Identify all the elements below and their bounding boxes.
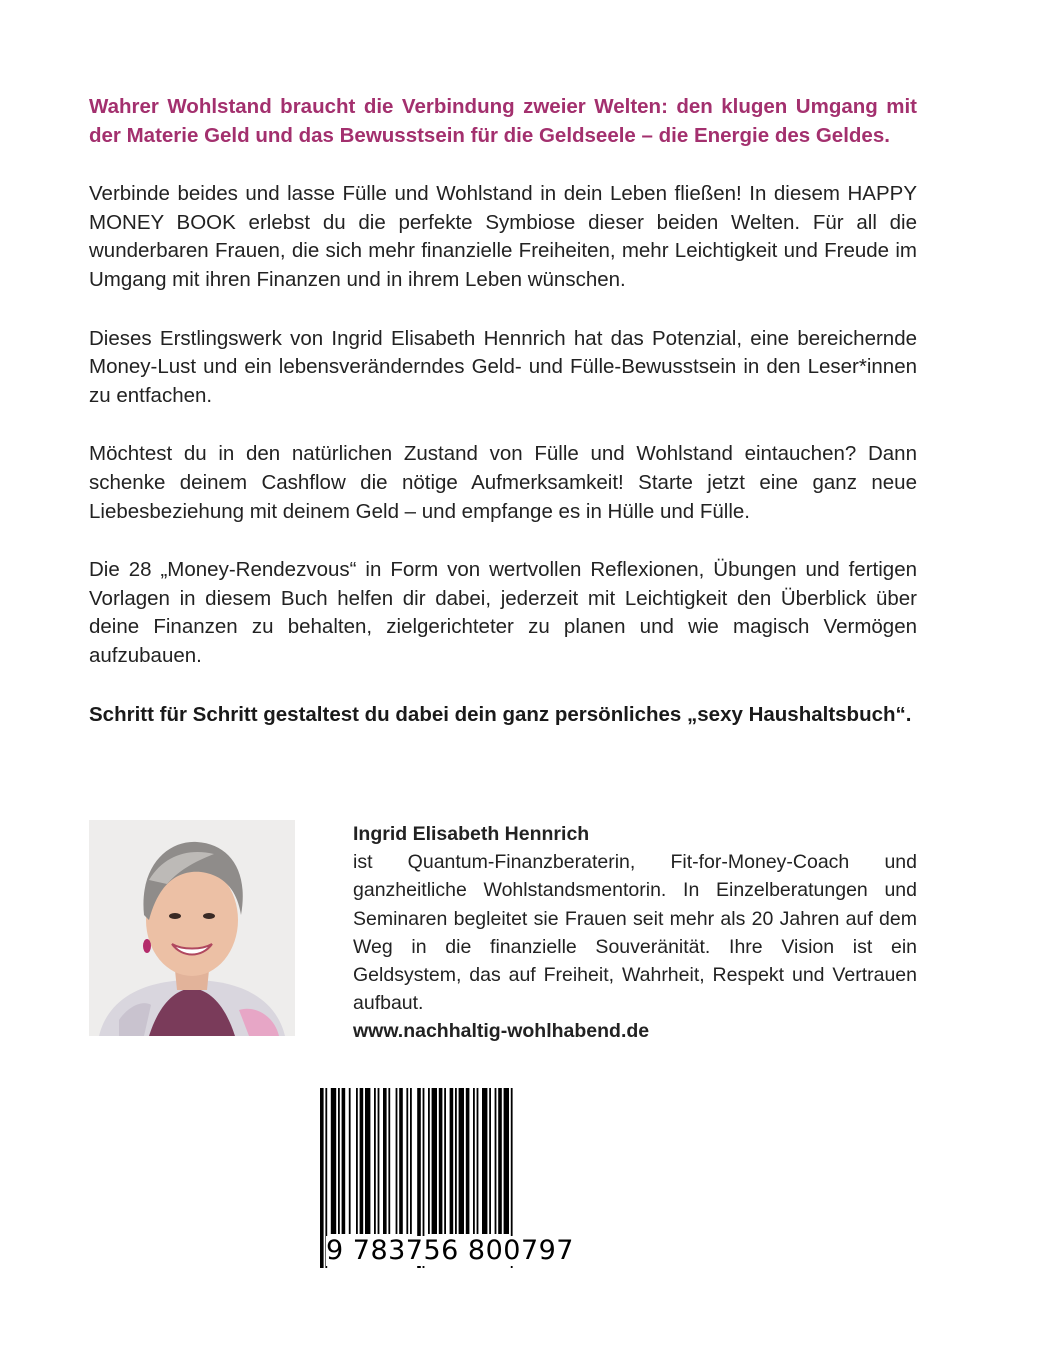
author-bio: [353, 820, 917, 1046]
barcode-bar-8: [365, 1088, 370, 1234]
author-portrait-image: [89, 820, 295, 1036]
barcode-bar-3: [338, 1088, 340, 1234]
barcode-bar-4: [342, 1088, 346, 1234]
barcode-bar-5: [349, 1088, 351, 1234]
barcode-bar-32: [498, 1088, 502, 1234]
barcode-bar-19: [428, 1088, 430, 1234]
barcode-bar-16: [410, 1088, 412, 1234]
barcode-bar-25: [459, 1088, 464, 1234]
body-paragraph-2: Dieses Erstlingswerk von Ingrid Elisabeth Hennrich hat das Potenzial, eine bereichernde Money-Lust und ein lebensveränderndes Geld- und Fülle-Bewusstsein in den Leser*innen zu entfachen.: [89, 326, 917, 407]
body-paragraph-1: Verbinde beides und lasse Fülle und Wohlstand in dein Leben fließen! In diesem HAPPY MONEY BOOK erlebst du die perfekte Symbiose dieser beiden Welten. Für all die wunderbaren Frauen, die sich mehr finanzielle Freiheiten, mehr Leichtigkeit und Freude im Umgang mit ihren Finanzen und in ihrem Leben wünschen.: [89, 182, 917, 291]
barcode-bar-14: [399, 1088, 403, 1234]
barcode-bar-7: [360, 1088, 364, 1234]
barcode-bar-2: [331, 1088, 336, 1234]
barcode-bar-33: [504, 1088, 509, 1234]
barcode-bar-29: [482, 1088, 487, 1234]
body-paragraph-4: Die 28 „Money-Rendezvous“ in Form von wertvollen Reflexionen, Übungen und fertigen Vorlagen in diesem Buch helfen dir dabei, jederzeit mit Leichtigkeit den Überblick über deine Finanzen zu behalten, zielgerichteter zu planen und wie magisch Vermögen aufzubauen.: [89, 558, 917, 667]
barcode-bar-12: [388, 1088, 390, 1234]
barcode-bar-11: [383, 1088, 387, 1234]
barcode-bar-0: [320, 1088, 324, 1268]
barcode-bar-23: [450, 1088, 454, 1234]
barcode-bar-27: [473, 1088, 475, 1234]
barcode-bar-30: [489, 1088, 491, 1234]
barcode-bar-20: [432, 1088, 437, 1234]
barcode-bar-9: [374, 1088, 376, 1234]
barcode-bar-15: [406, 1088, 408, 1234]
body-paragraph-3: Möchtest du in den natürlichen Zustand von Fülle und Wohlstand eintauchen? Dann schenke deinem Cashflow die nötige Aufmerksamkeit! Starte jetzt eine ganz neue Liebesbeziehung mit deinem Geld – und empfange es in Hülle und Fülle.: [89, 442, 917, 523]
barcode-bar-26: [466, 1088, 470, 1234]
lead-paragraph: Wahrer Wohlstand braucht die Verbindung zweier Welten: den klugen Umgang mit der Materie Geld und das Bewusstsein für die Geldseele – die Energie des Geldes.: [89, 95, 917, 147]
closing-paragraph: Schritt für Schritt gestaltest du dabei dein ganz persönliches „sexy Haushaltsbuch“.: [89, 702, 912, 726]
barcode-bar-6: [356, 1088, 358, 1234]
author-section: [89, 820, 917, 1043]
barcode-bar-24: [455, 1088, 457, 1234]
barcode-bar-10: [378, 1088, 380, 1234]
barcode-bar-13: [396, 1088, 398, 1234]
barcode-bar-21: [439, 1088, 443, 1234]
author-name: Ingrid Elisabeth Hennrich: [353, 823, 590, 845]
barcode-bar-31: [495, 1088, 497, 1234]
back-cover-text: [89, 93, 917, 759]
author-website-link[interactable]: www.nachhaltig-wohlhabend.de: [353, 1020, 650, 1043]
barcode-bar-28: [477, 1088, 479, 1234]
author-photo: [89, 820, 295, 1036]
isbn-number: 9 783756 800797: [326, 1236, 576, 1266]
author-description: ist Quantum-Finanzberaterin, Fit-for-Money-Coach und ganzheitliche Wohlstandsmentorin. In Einzelberatungen und Seminaren begleitet sie Frauen seit mehr als 20 Jahren auf dem Weg in die finanzielle Souveränität. Ihre Vision ist ein Geldsystem, das auf Freiheit, Wahrheit, Respekt und Vertrauen aufbaut.: [353, 851, 917, 1015]
barcode-bar-22: [444, 1088, 446, 1234]
